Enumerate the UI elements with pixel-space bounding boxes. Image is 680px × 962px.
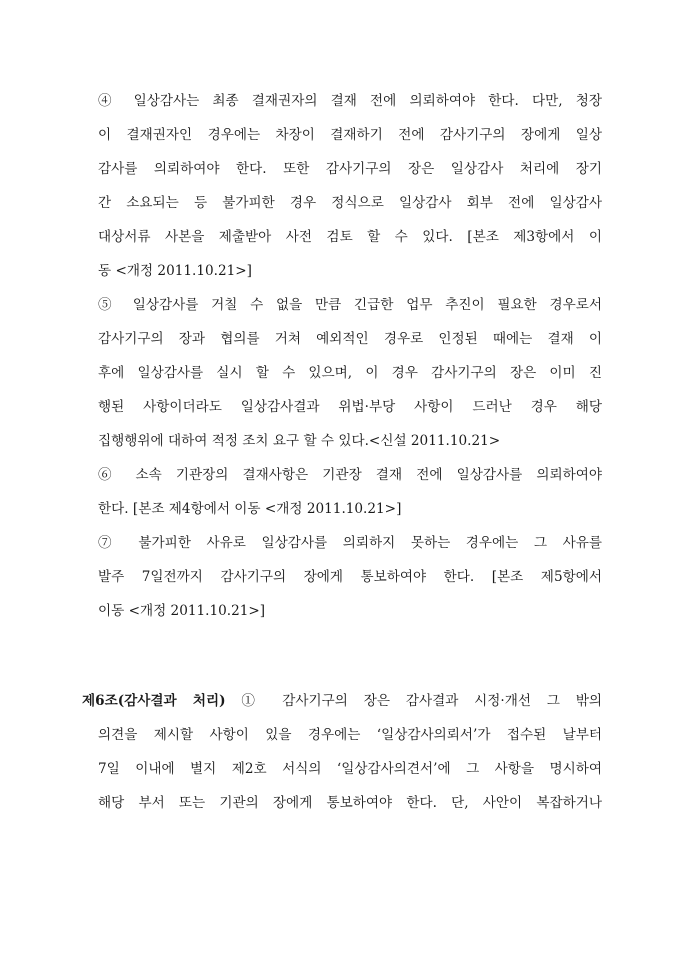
text-line: ④ 일상감사는 최종 결재권자의 결재 전에 의뢰하여야 한다. 다만, 청장 bbox=[98, 93, 602, 109]
text-line: 집행행위에 대하여 적정 조치 요구 할 수 있다.<신설 2011.10.21> bbox=[98, 433, 501, 449]
text-line: 행된 사항이더라도 일상감사결과 위법·부당 사항이 드러난 경우 해당 bbox=[98, 399, 602, 415]
text-line: 감사기구의 장과 협의를 거쳐 예외적인 경우로 인정된 때에는 결재 이 bbox=[98, 331, 602, 347]
article-first-line-text: ① 감사기구의 장은 감사결과 시정·개선 그 밖의 bbox=[225, 693, 602, 709]
text-line: 발주 7일전까지 감사기구의 장에게 통보하여야 한다. [본조 제5항에서 bbox=[98, 569, 602, 585]
text-line: 감사를 의뢰하여야 한다. 또한 감사기구의 장은 일상감사 처리에 장기 bbox=[98, 161, 602, 177]
text-line: 7일 이내에 별지 제2호 서식의 ‘일상감사의견서’에 그 사항을 명시하여 bbox=[98, 761, 602, 777]
text-line: 해당 부서 또는 기관의 장에게 통보하여야 한다. 단, 사안이 복잡하거나 bbox=[98, 795, 602, 811]
text-line: 의견을 제시할 사항이 있을 경우에는 ‘일상감사의뢰서’가 접수된 날부터 bbox=[98, 727, 602, 743]
text-line: 한다. [본조 제4항에서 이동 <개정 2011.10.21>] bbox=[98, 501, 402, 517]
text-line: 후에 일상감사를 실시 할 수 있으며, 이 경우 감사기구의 장은 이미 진 bbox=[98, 365, 602, 381]
text-line: 이동 <개정 2011.10.21>] bbox=[98, 603, 266, 619]
text-line: 대상서류 사본을 제출받아 사전 검토 할 수 있다. [본조 제3항에서 이 bbox=[98, 229, 602, 245]
text-line: 동 <개정 2011.10.21>] bbox=[98, 263, 252, 279]
article-first-line bbox=[82, 692, 602, 710]
text-line: ⑥ 소속 기관장의 결재사항은 기관장 결재 전에 일상감사를 의뢰하여야 bbox=[98, 467, 602, 483]
text-line: ⑤ 일상감사를 거칠 수 없을 만큼 긴급한 업무 추진이 필요한 경우로서 bbox=[98, 297, 602, 313]
article-heading: 제6조(감사결과 처리) bbox=[82, 693, 226, 709]
text-line: ⑦ 불가피한 사유로 일상감사를 의뢰하지 못하는 경우에는 그 사유를 bbox=[98, 535, 602, 551]
text-line: 이 결재권자인 경우에는 차장이 결재하기 전에 감사기구의 장에게 일상 bbox=[98, 127, 602, 143]
text-line: 간 소요되는 등 불가피한 경우 정식으로 일상감사 회부 전에 일상감사 bbox=[98, 195, 602, 211]
